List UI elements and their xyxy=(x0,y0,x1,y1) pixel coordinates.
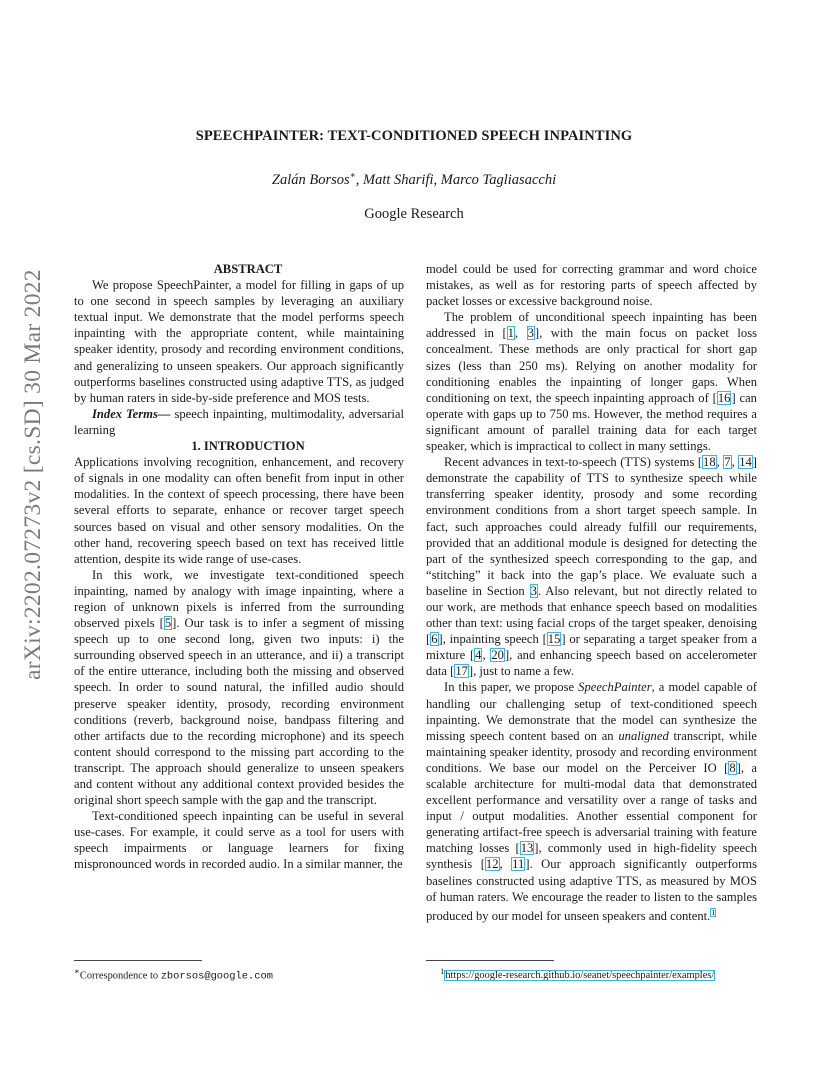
text-run: ], just to name a few. xyxy=(468,664,575,679)
intro-heading: 1. INTRODUCTION xyxy=(191,439,305,454)
citation-link[interactable]: 18 xyxy=(703,455,716,470)
right-paragraph-1: model could be used for correcting grammar and word choice mistakes, as well as for restoring parts of speech affected by packet losses or excessive background noise. xyxy=(426,262,757,309)
citation-link[interactable]: 5 xyxy=(164,616,172,631)
text-run: , xyxy=(514,326,527,341)
emphasis-word: unaligned xyxy=(618,728,669,743)
right-column xyxy=(426,261,757,924)
citation-link[interactable]: 1 xyxy=(507,326,514,341)
text-run: Recent advances in text-to-speech (TTS) systems [ xyxy=(444,455,703,470)
first-author: Zalán Borsos xyxy=(271,171,350,188)
intro-paragraph-2 xyxy=(74,567,404,808)
text-run: , xyxy=(731,455,739,470)
author-list xyxy=(0,170,828,189)
text-run: transcript, while maintaining speaker identity, prosody and recording environment conditions. We base our model on the Perceiver IO [ xyxy=(426,728,757,775)
citation-link[interactable]: 12 xyxy=(485,857,499,872)
text-run: ]. Our approach significantly outperforms baselines constructed using adaptive TTS, as measured by MOS of human raters. We encourage the reader to listen to the samples produced by our model for unseen speakers and content. xyxy=(426,857,757,923)
model-name: SpeechPainter xyxy=(578,680,652,695)
text-run: In this paper, we propose xyxy=(444,680,579,695)
index-terms-text: speech inpainting, multimodality, adversarial learning xyxy=(74,406,404,437)
text-run: , a model capable of handling our challenging setup of text-conditioned speech inpainting. We demonstrate that the model can synthesize the missing speech content based on an xyxy=(426,680,757,743)
text-run: , xyxy=(716,455,724,470)
text-run: ], with the main focus on packet loss concealment. These methods are only practical for short gap sizes (less than 250 ms). Relying on another modality for conditioning enables the inpainting of longer gaps. When conditioning on text, the speech inpainting approach of [ xyxy=(426,326,757,405)
text-run: ]. Our task is to infer a segment of missing speech up to one second long, given two inputs: i) the surrounding observed speech in an utterance, and ii) a transcript of the entire utterance, including both the missing and observed speech. In order to sound natural, the infilled audio should preserve speaker identity, prosody, recording environment conditions (reverb, background noise, bandpass filtering and other artifacts due to the recording microphone) and its speech content should correspond to the missing part according to the transcript. The approach should generalize to unseen speakers and content without any additional context provided besides the original short speech sample with the gap and the transcript. xyxy=(74,616,404,808)
footnote-mark: 1 xyxy=(440,966,445,976)
email-link[interactable]: zborsos@google.com xyxy=(160,970,273,983)
footnote-rule-left xyxy=(74,960,202,961)
text-run: ], a scalable architecture for multi-modal data that demonstrated excellent performance and versatility over a range of tasks and input / output modalities. Another essential component for generating artifact-free speech is adversarial training with feature matching losses [ xyxy=(426,760,757,856)
text-run: ], and enhancing speech based on accelerometer data [ xyxy=(426,648,757,679)
right-paragraph-4 xyxy=(426,679,757,924)
intro-paragraph-3: Text-conditioned speech inpainting can be useful in several use-cases. For example, it could serve as a tool for users with speech impairments or language learners for fixing mispronounced words in recorded audio. In a similar manner, the xyxy=(74,809,404,872)
text-run: In this work, we investigate text-conditioned speech inpainting, named by analogy with image inpainting, where a region of unknown pixels is inferred from the surrounding observed pixels [ xyxy=(74,567,404,631)
arxiv-identifier: arXiv:2202.07273v2 [cs.SD] 30 Mar 2022 xyxy=(20,269,46,680)
citation-link[interactable]: 6 xyxy=(431,632,438,647)
text-run: ] demonstrate the capability of TTS to synthesize speech while transferring speaker identity, prosody and some recording environment conditions from a short target speech sample. In fact, such approaches could already fulfill our requirements, provided that an additional module is designed for detecting the part of the synthesized speech corresponding to the gap, and “stitching” it back into the gap’s place. We evaluate such a baseline in Section xyxy=(426,455,757,598)
text-run: ] or separating a target speaker from a mixture [ xyxy=(426,632,757,663)
examples-url-link[interactable]: https://google-research.github.io/seanet/speechpainter/examples/ xyxy=(445,970,715,982)
footnote-text: Correspondence to xyxy=(79,970,161,982)
footnote-mark: ∗ xyxy=(74,966,80,976)
citation-link[interactable]: 11 xyxy=(512,857,525,872)
text-run: . Also relevant, but not directly related to our work, are methods that enhance speech based on modalities other than text: using facial crops of the target speaker, denoising [ xyxy=(426,583,757,647)
right-paragraph-3 xyxy=(426,454,757,679)
text-run: ], inpainting speech [ xyxy=(438,632,547,647)
citation-link[interactable]: 20 xyxy=(491,648,504,663)
citation-link[interactable]: 8 xyxy=(729,760,736,775)
citation-link[interactable]: 3 xyxy=(527,326,534,341)
citation-link[interactable]: 15 xyxy=(547,632,561,647)
citation-link[interactable]: 13 xyxy=(520,841,534,856)
other-authors: , Matt Sharifi, Marco Tagliasacchi xyxy=(355,171,557,188)
citation-link[interactable]: 14 xyxy=(739,455,752,470)
text-run: , xyxy=(499,857,512,872)
citation-link[interactable]: 4 xyxy=(475,648,482,663)
text-run: ] can operate with gaps up to 750 ms. However, the method requires a significant amount of parallel training data for each target speaker, which is impractical to collect in many settings. xyxy=(426,390,757,454)
correspondence-mark: ∗ xyxy=(349,170,356,180)
text-run: The problem of unconditional speech inpainting has been addressed in [ xyxy=(426,310,757,341)
citation-link[interactable]: 17 xyxy=(455,664,468,679)
left-column xyxy=(74,261,404,873)
footnote-url xyxy=(440,966,715,981)
citation-link[interactable]: 16 xyxy=(717,390,731,405)
text-run: , xyxy=(482,648,491,663)
section-link[interactable]: 3 xyxy=(530,583,537,598)
abstract-text: We propose SpeechPainter, a model for filling in gaps of up to one second in speech samples by leveraging an auxiliary textual input. We demonstrate that the model performs speech inpainting with the appropriate content, while maintaining speaker identity, prosody and recording environment conditions, and generalizing to unseen speakers. Our approach significantly outperforms baselines constructed using adaptive TTS, as judged by human raters in side-by-side preference and MOS tests. xyxy=(74,278,404,405)
footnote-correspondence xyxy=(74,966,273,982)
footnote-link[interactable]: 1 xyxy=(711,907,716,917)
abstract-heading: ABSTRACT xyxy=(213,262,283,276)
affiliation: Google Research xyxy=(364,206,464,222)
paper-title: SPEECHPAINTER: TEXT-CONDITIONED SPEECH INPAINTING xyxy=(195,128,633,144)
intro-paragraph-1: Applications involving recognition, enhancement, and recovery of signals in one modality can often benefit from input in other modalities. In the context of speech processing, there have been several efforts to separate, enhance or recover target speech sources based on visual and other sensory modalities. On the other hand, recovering speech based on text has received little attention, despite its wide range of use-cases. xyxy=(74,455,404,566)
text-run: ], commonly used in high-fidelity speech synthesis [ xyxy=(426,841,757,872)
footnote-rule-right xyxy=(426,960,554,961)
index-terms-label: Index Terms— xyxy=(92,406,171,421)
right-paragraph-2 xyxy=(426,309,757,454)
citation-link[interactable]: 7 xyxy=(724,455,731,470)
index-terms xyxy=(74,406,404,438)
